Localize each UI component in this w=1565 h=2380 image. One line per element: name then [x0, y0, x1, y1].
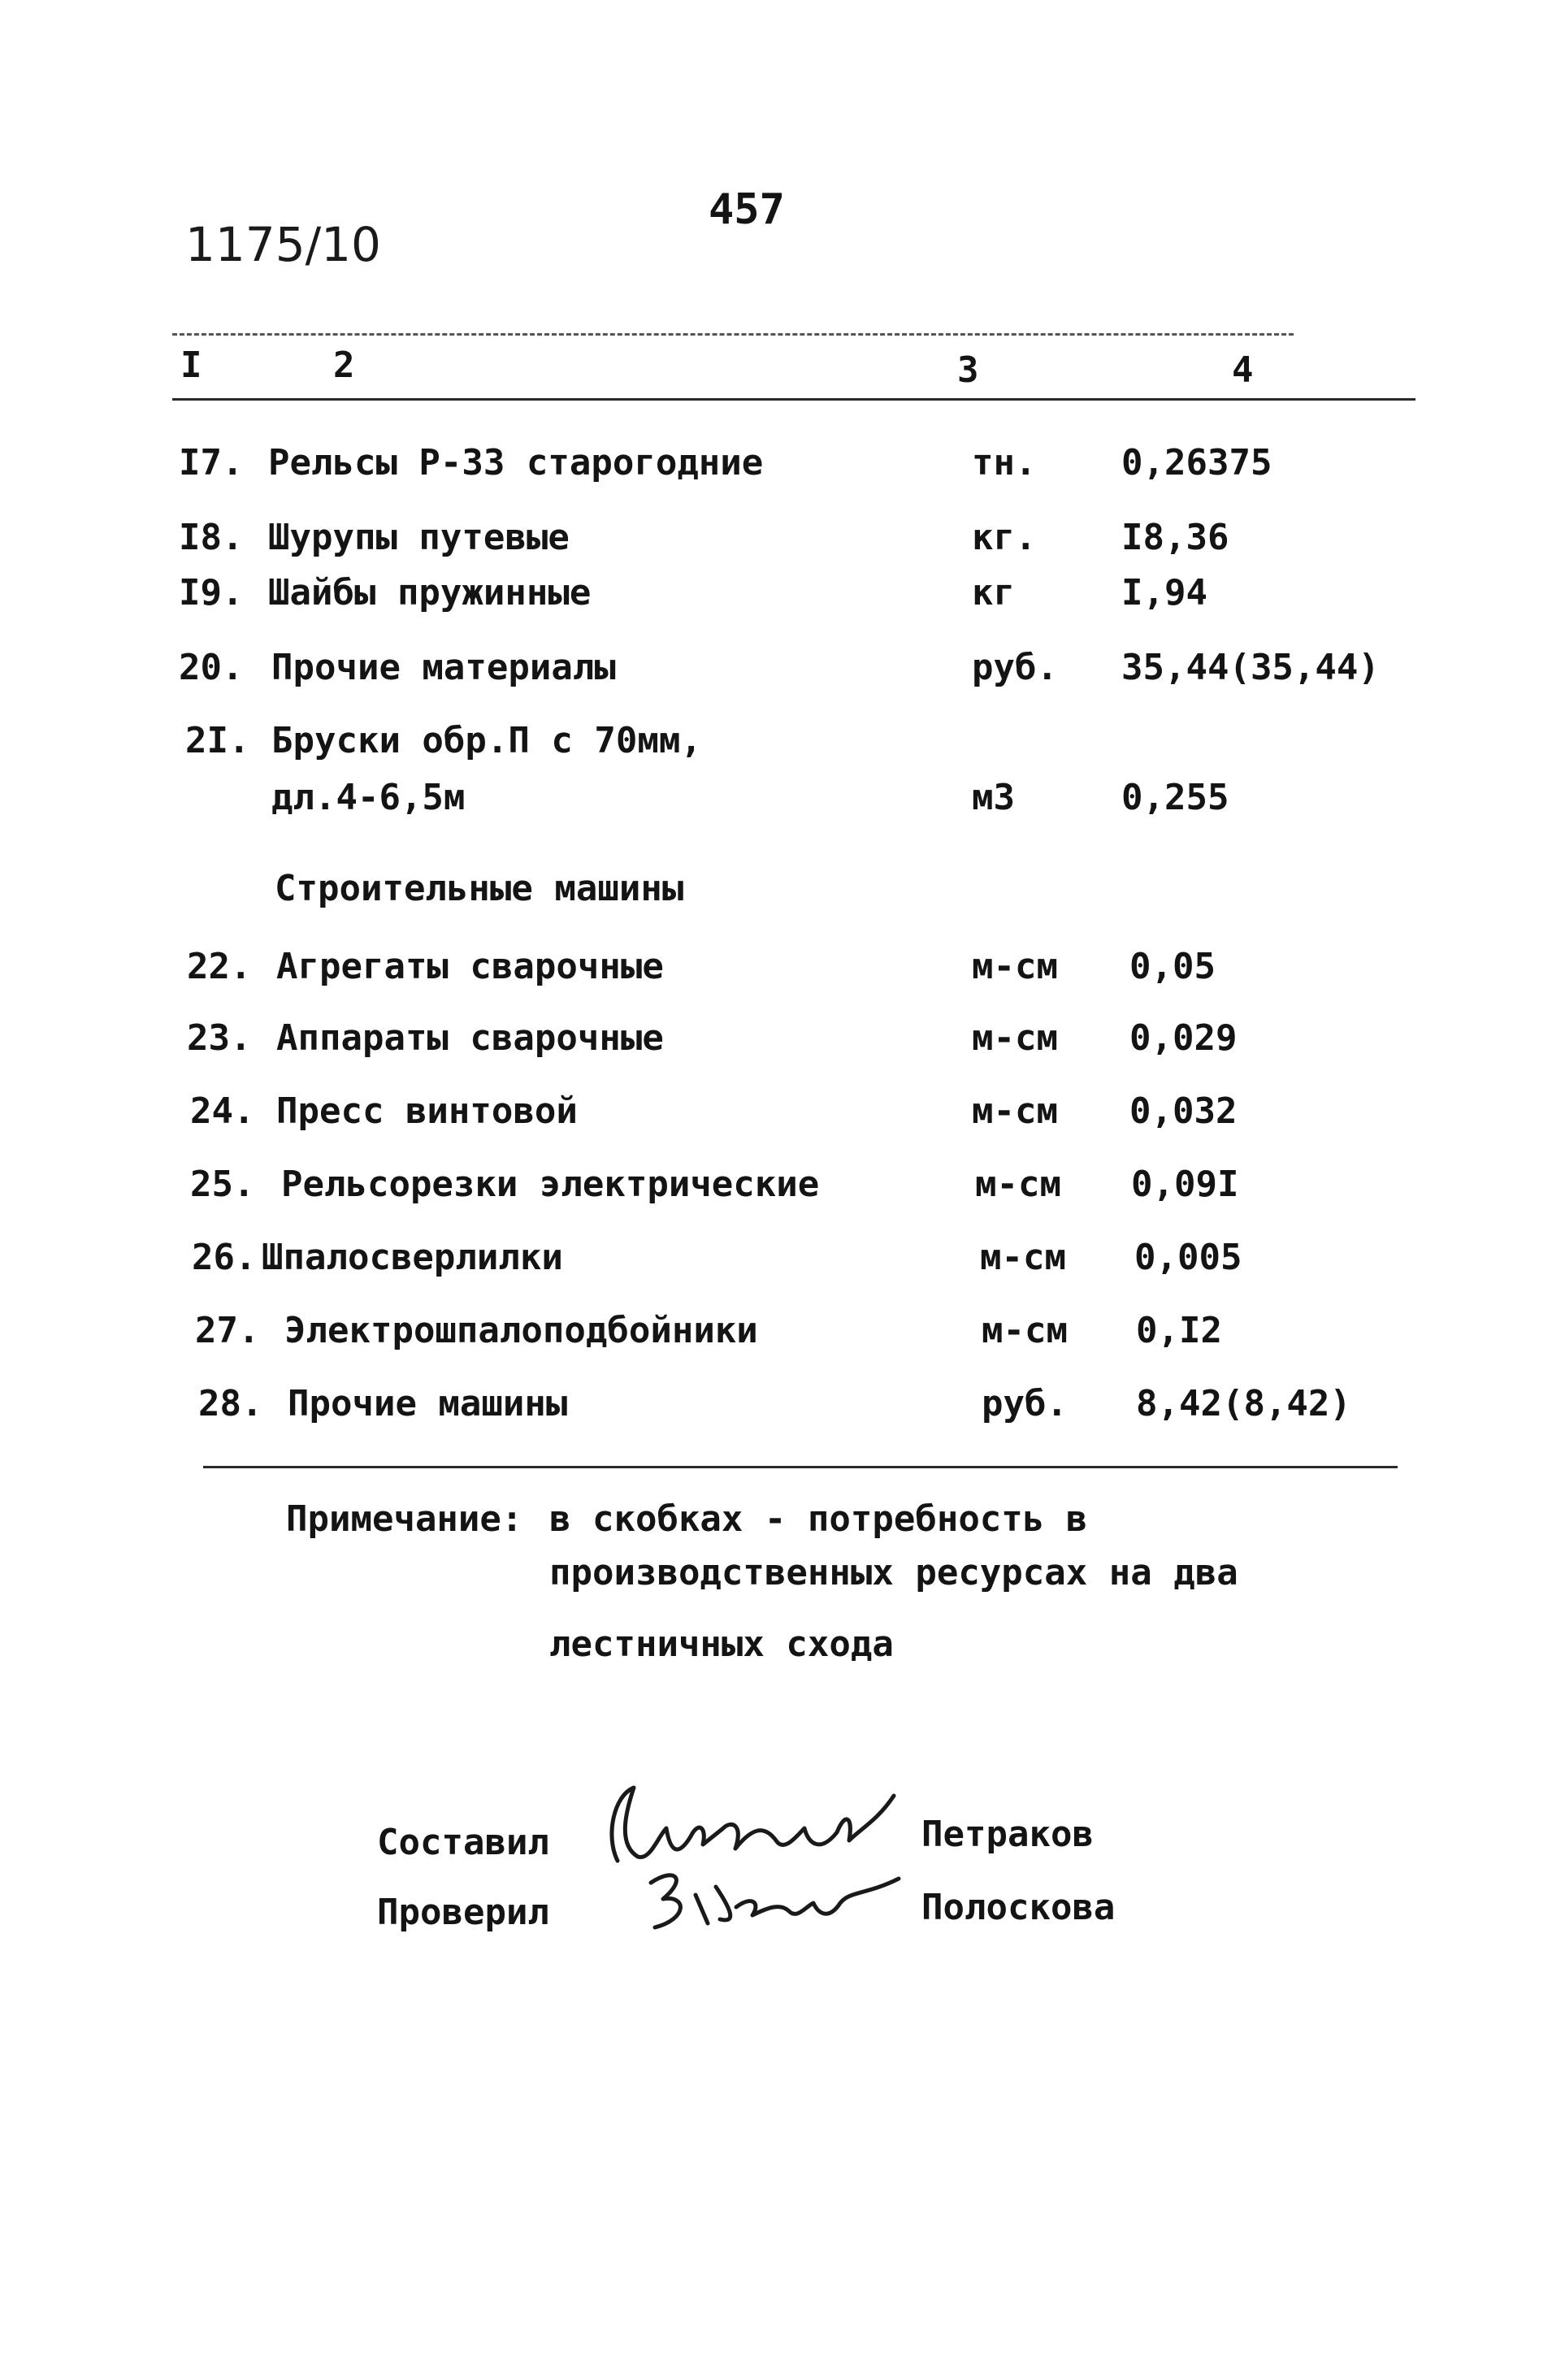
row-value: 0,255 — [1121, 777, 1229, 818]
row-value: 0,029 — [1129, 1017, 1238, 1059]
row-number: 27. — [195, 1310, 260, 1351]
row-unit: руб. — [972, 647, 1058, 688]
row-value: I8,36 — [1121, 517, 1229, 558]
section-heading: Строительные машины — [275, 868, 684, 909]
row-value: 0,I2 — [1136, 1310, 1222, 1351]
row-name: Рельсы Р-33 старогодние — [268, 442, 764, 483]
note-line-3: лестничных схода — [549, 1624, 894, 1665]
row-value: 0,005 — [1134, 1237, 1242, 1278]
compiled-name: Петраков — [921, 1814, 1094, 1855]
row-number: I7. — [179, 442, 244, 483]
note-line-2: производственных ресурсах на два — [549, 1552, 1238, 1593]
compiled-label: Составил — [377, 1822, 549, 1863]
row-name: Шайбы пружинные — [268, 572, 592, 613]
row-name: Прочие машины — [288, 1383, 568, 1424]
row-number: 22. — [187, 946, 252, 987]
row-number: 23. — [187, 1017, 252, 1059]
col-header-2: 2 — [333, 345, 355, 386]
row-name: Шпалосверлилки — [262, 1237, 563, 1278]
row-name: Пресс винтовой — [276, 1090, 578, 1132]
bottom-rule — [203, 1466, 1398, 1468]
checked-label: Проверил — [377, 1892, 549, 1933]
row-unit: м-см — [982, 1310, 1068, 1351]
checked-name: Полоскова — [921, 1887, 1116, 1928]
row-value: 0,032 — [1129, 1090, 1238, 1132]
row-unit: м-см — [975, 1164, 1061, 1205]
row-value: 0,09I — [1131, 1164, 1239, 1205]
row-number: I8. — [179, 517, 244, 558]
row-number: 28. — [198, 1383, 263, 1424]
row-unit: м-см — [972, 1090, 1058, 1132]
row-name: Рельсорезки электрические — [281, 1164, 820, 1205]
row-number: 24. — [190, 1090, 255, 1132]
row-unit: кг. — [972, 517, 1037, 558]
row-name: Бруски обр.П с 70мм, — [271, 720, 702, 761]
row-number: 2I. — [185, 720, 250, 761]
row-number: I9. — [179, 572, 244, 613]
page-number: 457 — [709, 185, 785, 234]
row-number: 26. — [192, 1237, 257, 1278]
note-label: Примечание: — [286, 1498, 523, 1540]
col-header-4: 4 — [1232, 349, 1254, 391]
top-rule — [172, 333, 1294, 336]
row-value: I,94 — [1121, 572, 1207, 613]
header-rule — [172, 398, 1415, 401]
row-unit: м3 — [972, 777, 1015, 818]
row-unit: м-см — [972, 1017, 1058, 1059]
row-number: 25. — [190, 1164, 255, 1205]
row-name: Прочие материалы — [271, 647, 616, 688]
row-name: Агрегаты сварочные — [276, 946, 664, 987]
col-header-3: 3 — [957, 349, 979, 391]
row-unit: м-см — [980, 1237, 1066, 1278]
row-value: 0,05 — [1129, 946, 1216, 987]
row-name: Шурупы путевые — [268, 517, 570, 558]
row-unit: кг — [972, 572, 1015, 613]
row-value: 0,26375 — [1121, 442, 1272, 483]
row-value: 35,44(35,44) — [1121, 647, 1380, 688]
col-header-1: I — [180, 345, 202, 386]
row-unit: руб. — [982, 1383, 1068, 1424]
row-name-continued: дл.4-6,5м — [271, 777, 466, 818]
row-name: Электрошпалоподбойники — [284, 1310, 758, 1351]
note-line-1: в скобках - потребность в — [549, 1498, 1088, 1540]
row-value: 8,42(8,42) — [1136, 1383, 1351, 1424]
signature-checked — [639, 1862, 907, 1944]
row-number: 20. — [179, 647, 244, 688]
row-unit: м-см — [972, 946, 1058, 987]
doc-number: 1175/10 — [185, 217, 381, 272]
row-name: Аппараты сварочные — [276, 1017, 664, 1059]
row-unit: тн. — [972, 442, 1037, 483]
